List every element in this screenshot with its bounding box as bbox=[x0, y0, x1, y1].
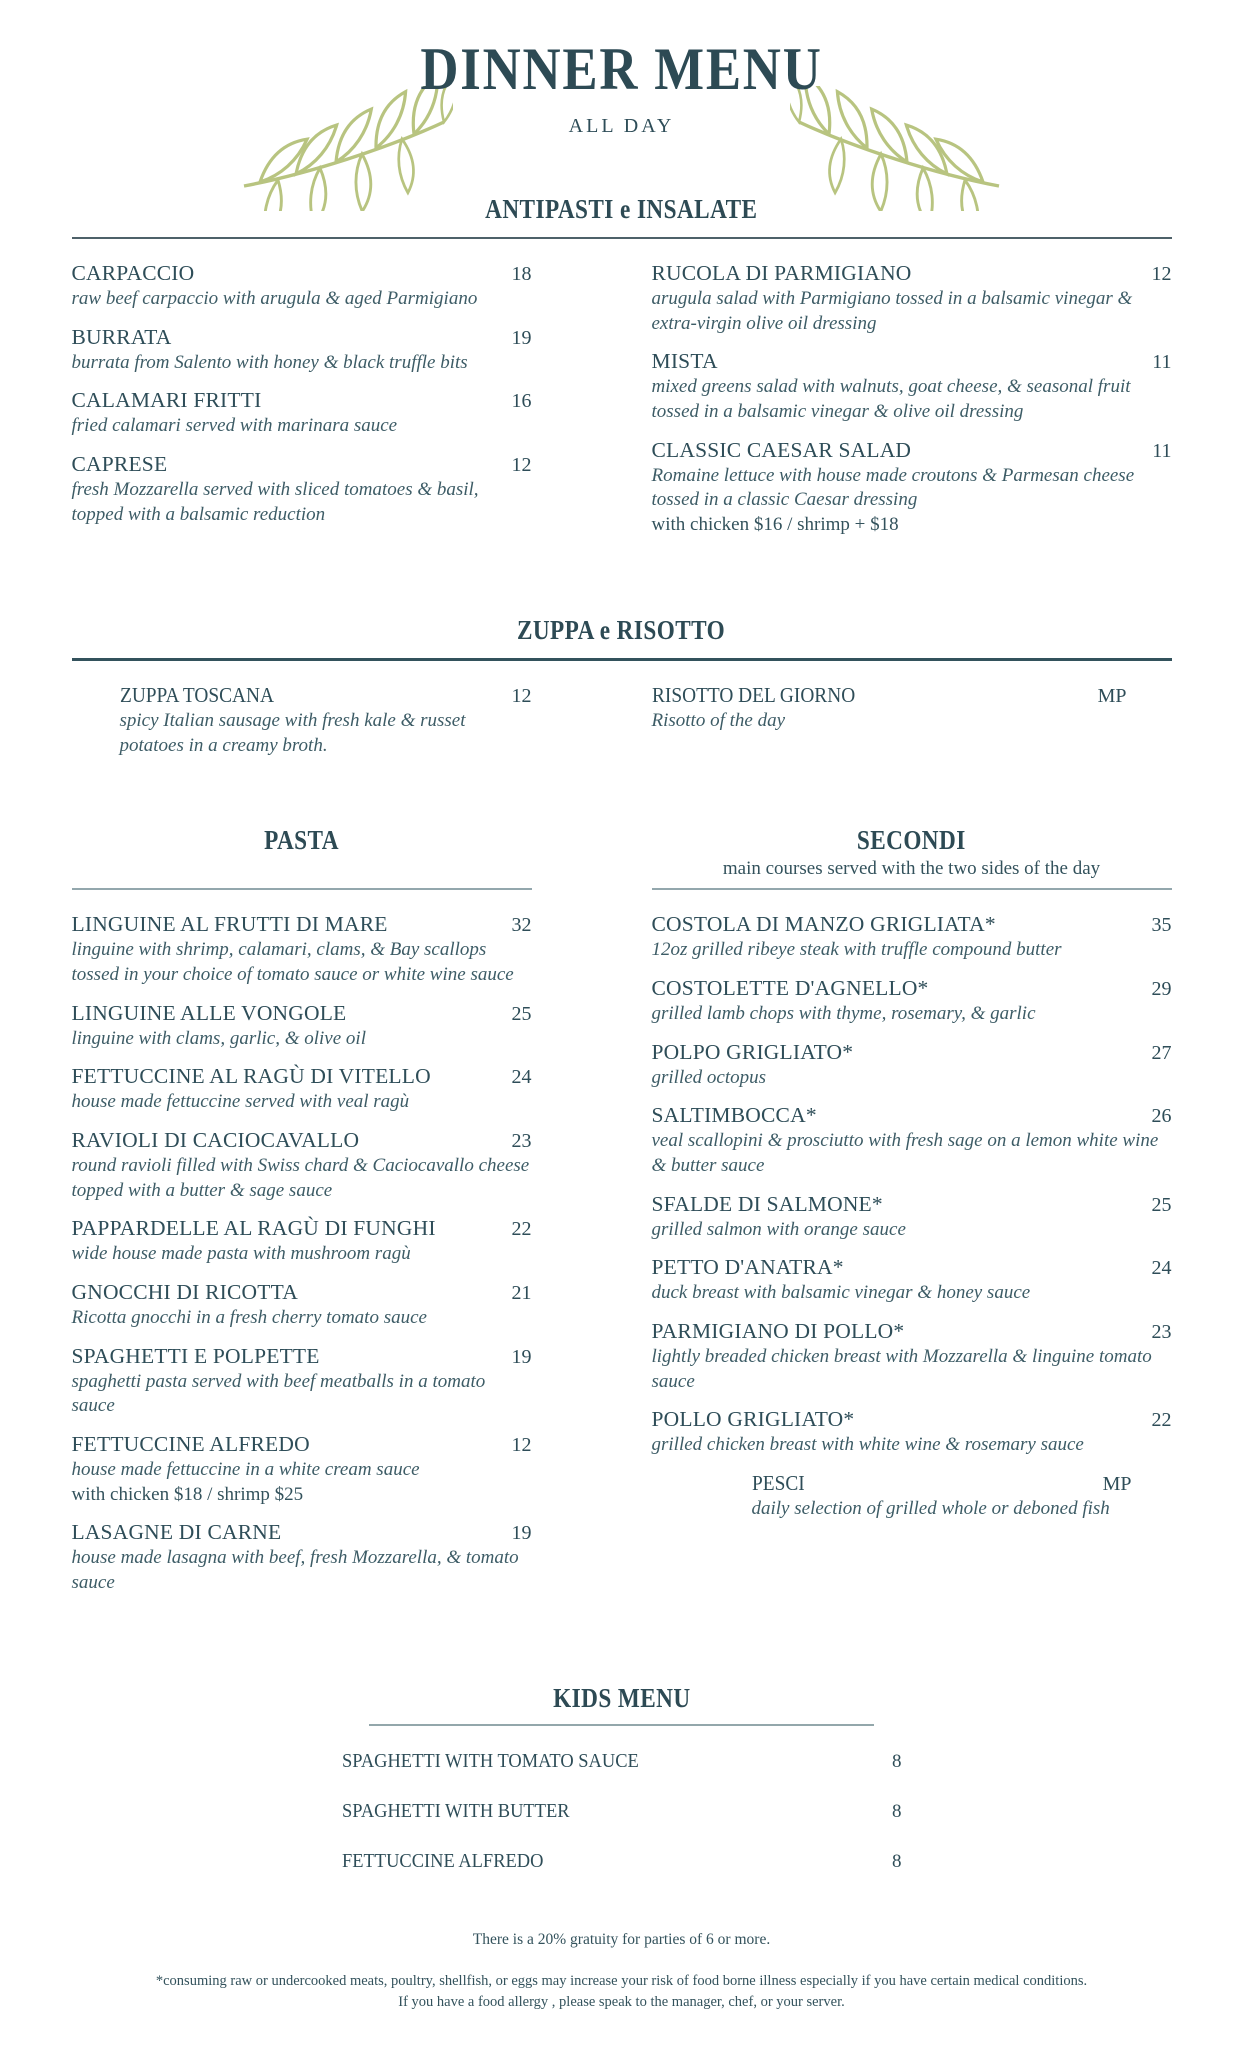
item-price: 12 bbox=[511, 684, 532, 707]
item-name: RISOTTO DEL GIORNO bbox=[651, 682, 855, 707]
item-price: 22 bbox=[1151, 1409, 1172, 1432]
item-description: linguine with shrimp, calamari, clams, & Bay scallops tossed in your choice of tomato sauce or white wine sauce bbox=[71, 939, 514, 985]
antipasti-left-column bbox=[72, 239, 532, 540]
menu-item bbox=[72, 388, 532, 439]
item-description: linguine with clams, garlic, & olive oil bbox=[71, 1027, 366, 1049]
menu-item bbox=[72, 1064, 532, 1115]
gratuity-note: There is a 20% gratuity for parties of 6 or more. bbox=[472, 1930, 771, 1948]
item-addon-note: with chicken $16 / shrimp + $18 bbox=[651, 514, 899, 536]
item-name: PARMIGIANO DI POLLO* bbox=[651, 1319, 905, 1343]
item-name: SPAGHETTI WITH TOMATO SAUCE bbox=[341, 1749, 639, 1772]
menu-item bbox=[72, 1280, 532, 1331]
menu-item bbox=[652, 1255, 1172, 1306]
item-price: 24 bbox=[511, 1066, 532, 1089]
item-description: Romaine lettuce with house made croutons & Parmesan cheese tossed in a classic Caesar dressing bbox=[651, 464, 1135, 511]
menu-item-pesci bbox=[752, 1471, 1132, 1522]
item-price: 21 bbox=[511, 1282, 532, 1304]
menu-item bbox=[72, 1344, 532, 1419]
olive-branch-right-icon bbox=[790, 86, 1005, 211]
menu-item bbox=[72, 261, 532, 312]
item-name: LASAGNE DI CARNE bbox=[71, 1520, 282, 1545]
item-description: lightly breaded chicken breast with Mozzarella & linguine tomato sauce bbox=[651, 1346, 1152, 1392]
pasta-items bbox=[72, 890, 532, 1596]
menu-item bbox=[72, 325, 532, 376]
antipasti-heading: ANTIPASTI e INSALATE bbox=[485, 194, 758, 224]
page-title-text: DINNER MENU bbox=[420, 36, 823, 102]
item-price: 12 bbox=[511, 1434, 532, 1457]
menu-item bbox=[652, 1319, 1172, 1394]
item-price: 27 bbox=[1151, 1041, 1172, 1064]
kids-heading: KIDS MENU bbox=[552, 1682, 691, 1713]
menu-item bbox=[652, 1407, 1172, 1458]
item-price: 25 bbox=[1151, 1193, 1172, 1216]
item-name: FETTUCCINE ALFREDO bbox=[341, 1849, 543, 1872]
item-description: 12oz grilled ribeye steak with truffle compound butter bbox=[651, 939, 1062, 961]
item-name: CALAMARI FRITTI bbox=[71, 388, 262, 413]
item-price: 19 bbox=[511, 1522, 532, 1545]
item-description: spicy Italian sausage with fresh kale & russet potatoes in a creamy broth. bbox=[119, 709, 466, 756]
item-name: COSTOLA DI MANZO GRIGLIATA* bbox=[651, 912, 996, 937]
allergy-disclaimer bbox=[72, 1971, 1172, 2013]
item-description: Ricotta gnocchi in a fresh cherry tomato sauce bbox=[71, 1307, 427, 1328]
menu-item bbox=[652, 1192, 1172, 1243]
item-price: 23 bbox=[511, 1129, 532, 1152]
item-description: grilled salmon with orange sauce bbox=[651, 1218, 906, 1240]
menu-item bbox=[342, 1850, 902, 1873]
item-name: SALTIMBOCCA* bbox=[651, 1103, 817, 1128]
menu-item bbox=[72, 1001, 532, 1052]
menu-item bbox=[72, 912, 532, 987]
item-description: burrata from Salento with honey & black truffle bits bbox=[71, 351, 468, 373]
item-name: CARPACCIO bbox=[71, 261, 195, 285]
menu-footer bbox=[72, 1931, 1172, 2013]
item-description: fried calamari served with marinara sauce bbox=[71, 415, 398, 437]
section-divider bbox=[369, 1724, 874, 1726]
item-price: 25 bbox=[511, 1002, 532, 1025]
item-description: duck breast with balsamic vinegar & honey sauce bbox=[651, 1282, 1031, 1304]
item-name: MISTA bbox=[651, 349, 718, 374]
item-description: raw beef carpaccio with arugula & aged Parmigiano bbox=[71, 288, 478, 309]
item-description: house made fettuccine served with veal ragù bbox=[71, 1091, 410, 1113]
item-description: spaghetti pasta served with beef meatballs in a tomato sauce bbox=[71, 1370, 486, 1417]
zuppa-left-column bbox=[72, 661, 532, 771]
item-price: 16 bbox=[511, 390, 532, 413]
menu-item bbox=[652, 976, 1172, 1027]
item-name: GNOCCHI DI RICOTTA bbox=[71, 1280, 298, 1304]
item-name: FETTUCCINE AL RAGÙ DI VITELLO bbox=[71, 1064, 431, 1089]
item-price: 8 bbox=[892, 1750, 902, 1772]
menu-item bbox=[652, 261, 1172, 336]
menu-item bbox=[652, 683, 1127, 734]
item-price: 19 bbox=[511, 326, 532, 349]
item-name: SPAGHETTI E POLPETTE bbox=[71, 1343, 320, 1368]
item-description: veal scallopini & prosciutto with fresh sage on a lemon white wine & butter sauce bbox=[651, 1130, 1159, 1176]
kids-items bbox=[342, 1750, 902, 1873]
item-price: 8 bbox=[892, 1800, 902, 1822]
antipasti-right-column bbox=[652, 239, 1172, 551]
item-price: 24 bbox=[1151, 1257, 1172, 1280]
item-description: round ravioli filled with Swiss chard & Caciocavallo cheese topped with a butter & sage sauce bbox=[71, 1154, 530, 1201]
item-description: house made lasagna with beef, fresh Mozzarella, & tomato sauce bbox=[71, 1547, 519, 1594]
item-description: grilled octopus bbox=[651, 1066, 767, 1088]
menu-item bbox=[652, 912, 1172, 963]
menu-item bbox=[72, 1216, 532, 1267]
zuppa-heading: ZUPPA e RISOTTO bbox=[517, 614, 726, 645]
item-name: PAPPARDELLE AL RAGÙ DI FUNGHI bbox=[71, 1216, 436, 1241]
item-name: SFALDE DI SALMONE* bbox=[651, 1191, 883, 1216]
item-name: CLASSIC CAESAR SALAD bbox=[651, 437, 912, 462]
item-price: 22 bbox=[511, 1218, 532, 1241]
item-price: 18 bbox=[511, 263, 532, 285]
item-name: LINGUINE AL FRUTTI DI MARE bbox=[71, 912, 388, 937]
pasta-heading: PASTA bbox=[264, 825, 339, 856]
item-name: POLLO GRIGLIATO* bbox=[651, 1407, 855, 1432]
item-name: BURRATA bbox=[71, 324, 172, 349]
item-name: SPAGHETTI WITH BUTTER bbox=[341, 1799, 570, 1822]
item-name: COSTOLETTE D'AGNELLO* bbox=[651, 975, 929, 1000]
item-name: POLPO GRIGLIATO* bbox=[651, 1039, 854, 1064]
item-price: 11 bbox=[1152, 351, 1172, 374]
menu-header bbox=[0, 0, 1243, 138]
section-zuppa-risotto bbox=[72, 615, 1172, 771]
pasta-subheading bbox=[72, 858, 532, 880]
item-price: 32 bbox=[511, 914, 532, 937]
menu-item bbox=[72, 452, 532, 527]
menu-item bbox=[72, 1128, 532, 1203]
menu-item bbox=[342, 1800, 902, 1823]
item-price: 29 bbox=[1151, 977, 1172, 1000]
item-description: daily selection of grilled whole or deboned fish bbox=[751, 1498, 1110, 1520]
item-price: MP bbox=[1097, 684, 1127, 707]
disclaimer-line-1: *consuming raw or undercooked meats, poultry, shellfish, or eggs may increase your risk of food borne illness especially if you have certain medical conditions. bbox=[155, 1972, 1088, 1989]
menu-item bbox=[72, 1432, 532, 1507]
disclaimer-line-2: If you have a food allergy , please speak to the manager, chef, or your server. bbox=[398, 1993, 845, 2010]
item-price: 11 bbox=[1152, 439, 1172, 462]
section-secondi bbox=[652, 825, 1172, 1522]
menu-item bbox=[652, 438, 1172, 538]
item-description: wide house made pasta with mushroom ragù bbox=[71, 1243, 411, 1265]
menu-item bbox=[652, 349, 1172, 424]
item-price: 35 bbox=[1151, 914, 1172, 937]
item-description: fresh Mozzarella served with sliced tomatoes & basil, topped with a balsamic reduction bbox=[71, 479, 479, 525]
menu-item bbox=[652, 1103, 1172, 1178]
section-antipasti bbox=[72, 194, 1172, 551]
section-kids-menu bbox=[72, 1683, 1172, 1873]
item-name: RUCOLA DI PARMIGIANO bbox=[651, 261, 912, 285]
section-pasta bbox=[72, 825, 532, 1609]
zuppa-right-column bbox=[652, 661, 1172, 747]
item-addon-note: with chicken $18 / shrimp $25 bbox=[71, 1483, 304, 1505]
item-description: Risotto of the day bbox=[651, 709, 786, 731]
item-description: grilled lamb chops with thyme, rosemary, & garlic bbox=[651, 1002, 1036, 1024]
menu-item bbox=[652, 1040, 1172, 1091]
item-description: mixed greens salad with walnuts, goat cheese, & seasonal fruit tossed in a balsamic vinegar & olive oil dressing bbox=[651, 376, 1131, 423]
item-name: ZUPPA TOSCANA bbox=[119, 682, 274, 707]
item-name: LINGUINE ALLE VONGOLE bbox=[71, 1000, 347, 1025]
item-name: FETTUCCINE ALFREDO bbox=[71, 1432, 310, 1457]
item-description: grilled chicken breast with white wine & rosemary sauce bbox=[651, 1434, 1084, 1456]
item-name: PETTO D'ANATRA* bbox=[651, 1255, 844, 1280]
item-price: 26 bbox=[1151, 1105, 1172, 1128]
menu-item bbox=[120, 683, 532, 758]
item-price: 12 bbox=[511, 454, 532, 477]
item-name: PESCI bbox=[751, 1471, 805, 1496]
olive-branch-left-icon bbox=[238, 86, 453, 211]
item-price: 12 bbox=[1151, 263, 1172, 285]
item-description: house made fettuccine in a white cream sauce bbox=[71, 1459, 420, 1481]
item-price: 8 bbox=[892, 1850, 902, 1872]
item-price: 19 bbox=[511, 1345, 532, 1368]
menu-item bbox=[342, 1750, 902, 1773]
section-mains bbox=[72, 825, 1172, 1609]
menu-item bbox=[72, 1520, 532, 1595]
item-price: MP bbox=[1102, 1473, 1132, 1496]
secondi-heading: SECONDI bbox=[857, 825, 966, 856]
item-description: arugula salad with Parmigiano tossed in a balsamic vinegar & extra-virgin olive oil dressing bbox=[651, 288, 1133, 334]
page-subtitle: ALL DAY bbox=[568, 115, 675, 137]
secondi-subheading: main courses served with the two sides of the day bbox=[722, 858, 1101, 880]
item-price: 23 bbox=[1151, 1321, 1172, 1343]
secondi-items bbox=[652, 890, 1172, 1522]
item-name: RAVIOLI DI CACIOCAVALLO bbox=[71, 1127, 360, 1152]
page-title bbox=[0, 38, 1243, 101]
item-name: CAPRESE bbox=[71, 452, 168, 477]
